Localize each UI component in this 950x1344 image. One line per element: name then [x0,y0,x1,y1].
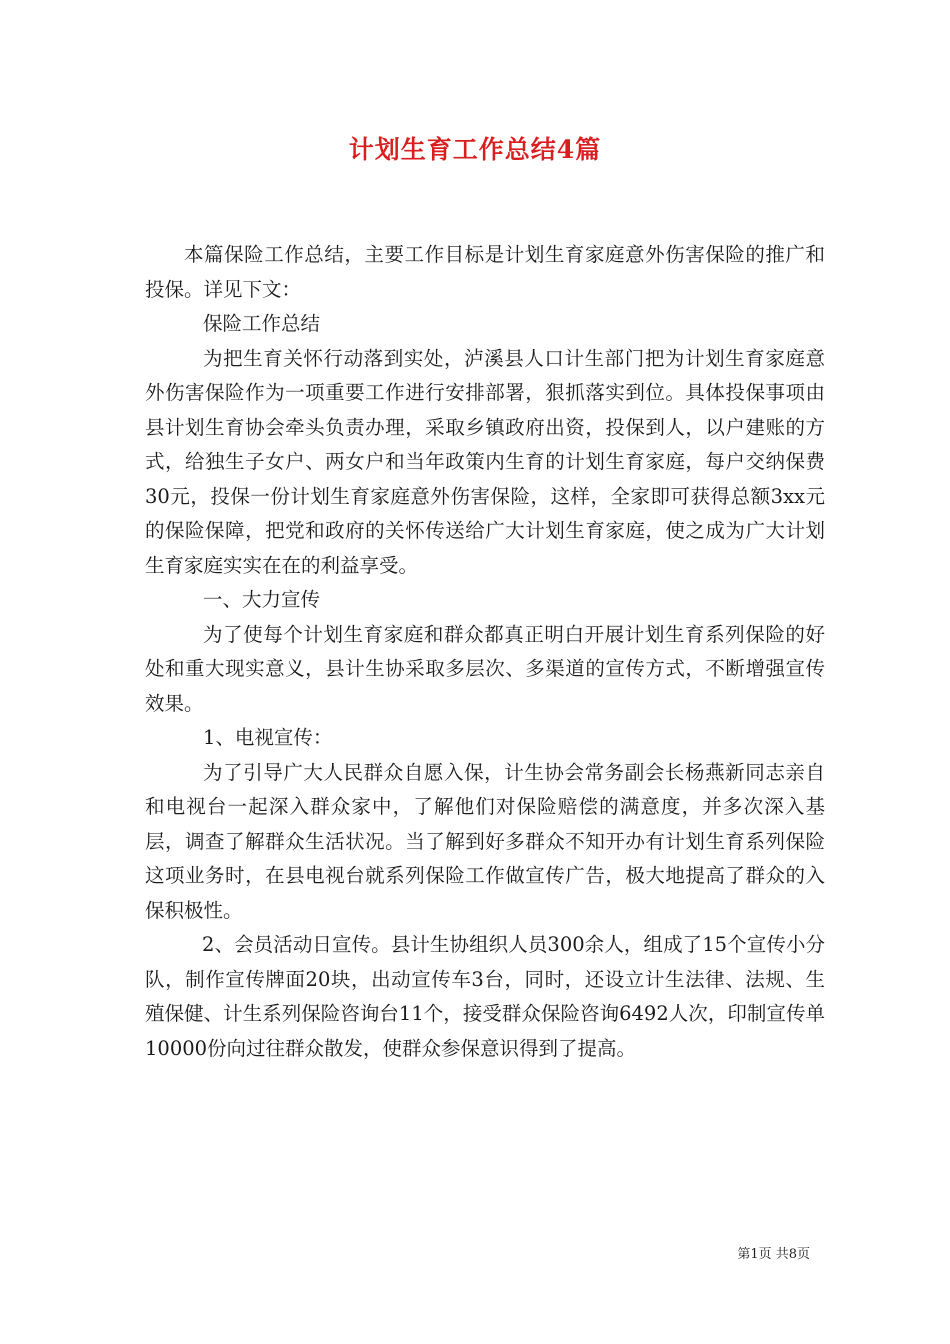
section-heading: 一、大力宣传 [203,588,321,611]
intro-paragraph: 本篇保险工作总结，主要工作目标是计划生育家庭意外伤害保险的推广和投保。详见下文： [145,243,825,301]
body-paragraph: 为把生育关怀行动落到实处，泸溪县人口计生部门把为计划生育家庭意外伤害保险作为一项重要工作进行安排部署，狠抓落实到位。具体投保事项由县计划生育协会牵头负责办理，采取乡镇政府出资，投保到人，以户建账的方式，给独生子女户、两女户和当年政策内生育的计划生育家庭，每户交纳保费30元，投保一份计划生育家庭意外伤害保险，这样，全家即可获得总额3xx元的保险保障，把党和政府的关怀传送给广大计划生育家庭，使之成为广大计划生育家庭实实在在的利益享受。 [145,346,825,577]
page-footer: 第1页 共8页 [737,1247,810,1262]
body-paragraph: 2、会员活动日宣传。县计生协组织人员300余人，组成了15个宣传小分队，制作宣传牌面20块，出动宣传车3台，同时，还设立计生法律、法规、生殖保健、计生系列保险咨询台11个，接受群众保险咨询6492人次，印制宣传单10000份向过往群众散发，使群众参保意识得到了提高。 [145,933,825,1060]
document-title: 计划生育工作总结4篇 [348,135,602,164]
section-heading: 保险工作总结 [203,312,321,335]
body-paragraph: 为了使每个计划生育家庭和群众都真正明白开展计划生育系列保险的好处和重大现实意义，县计生协采取多层次、多渠道的宣传方式，不断增强宣传效果。 [145,622,825,715]
body-paragraph: 为了引导广大人民群众自愿入保，计生协会常务副会长杨燕新同志亲自和电视台一起深入群众家中，了解他们对保险赔偿的满意度，并多次深入基层，调查了解群众生活状况。当了解到好多群众不知开办有计划生育系列保险这项业务时，在县电视台就系列保险工作做宣传广告，极大地提高了群众的入保积极性。 [145,760,825,922]
document-body [145,238,825,1066]
sub-heading: 1、电视宣传： [203,726,333,749]
